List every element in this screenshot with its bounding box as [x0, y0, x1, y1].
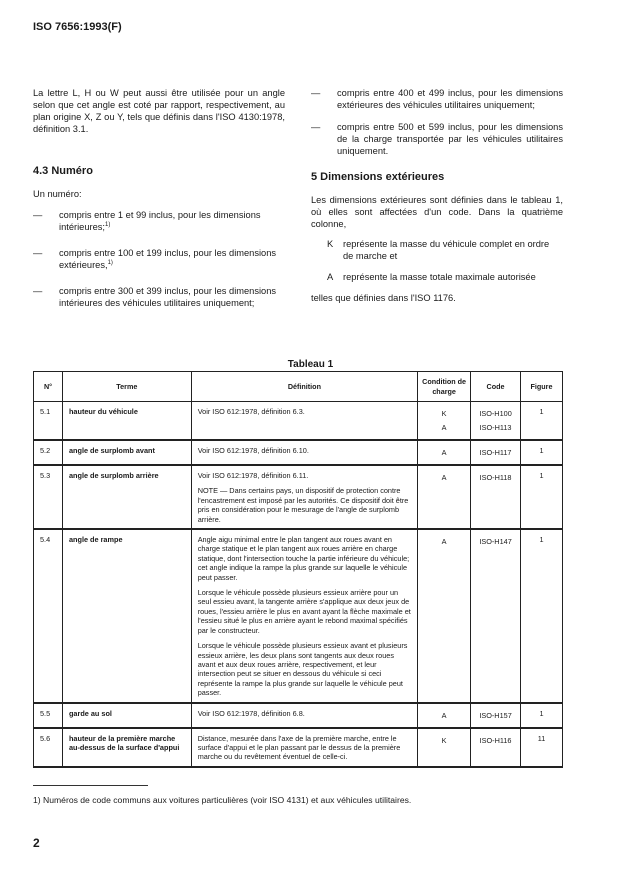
condition-definition: [311, 271, 563, 283]
document-code: ISO 7656:1993(F): [33, 21, 122, 33]
cell-figure: 1: [521, 440, 563, 464]
cell-definition: [191, 529, 417, 702]
dash-marker: —: [33, 210, 43, 220]
list-item: [33, 209, 285, 233]
cell-definition: [191, 703, 417, 727]
definition-paragraph: NOTE — Dans certains pays, un dispositif de protection contre l'encastrement est imposé par les autorités. Ce dispositif doit être pris en considération pour le mesurage de l'angle de surplomb arrière.: [197, 486, 409, 524]
numero-list: [33, 209, 285, 309]
condition-definition: [311, 238, 563, 262]
definition-paragraph: Voir ISO 612:1978, définition 6.8.: [197, 708, 305, 718]
cell-figure: 1: [521, 465, 563, 528]
cell-code: ISO-H157: [471, 703, 521, 727]
dash-marker: —: [311, 88, 321, 98]
definition-paragraph: Lorsque le véhicule possède plusieurs essieux arrière pour un seul essieu avant, la tangente arrière s'applique aux deux jeux de roues, l'essieu arrière le plus en avant ayant la flèche maximale et l'essieu situé le plus en arrière ayant le rebond maximal spécifiés par le constructeur.: [197, 588, 411, 635]
dash-marker: —: [33, 248, 43, 258]
table-row: [34, 529, 563, 702]
cell-term: angle de surplomb avant: [62, 440, 191, 464]
cell-code: ISO-H147: [471, 529, 521, 702]
list-item: [33, 285, 285, 309]
cell-number: 5.4: [34, 529, 63, 702]
cell-load-condition: A: [418, 529, 471, 702]
right-column: [311, 87, 563, 304]
list-item-text: compris entre 500 et 599 inclus, pour les dimensions de la charge transportée par les véhicules utilitaires uniquement.: [337, 122, 563, 156]
cell-term: angle de rampe: [62, 529, 191, 702]
cell-term: angle de surplomb arrière: [62, 465, 191, 528]
definition-paragraph: Distance, mesurée dans l'axe de la première marche, entre le surface d'appui et le plan passant par le dessus de la première marche ou du revêtement éventuel de celle-ci.: [197, 733, 401, 762]
header-figure: Figure: [521, 372, 563, 402]
header-definition: Définition: [191, 372, 417, 402]
footnote-separator: [33, 785, 148, 786]
table-row: [34, 440, 563, 464]
page-number: 2: [33, 836, 40, 850]
definition-paragraph: Voir ISO 612:1978, définition 6.11.: [197, 471, 309, 480]
cell-load-condition: K A: [418, 402, 471, 440]
table-row: [34, 703, 563, 727]
cell-term: hauteur de la première marche au-dessus de la surface d'appui: [62, 728, 191, 766]
cell-code: ISO-H117: [471, 440, 521, 464]
definition-paragraph: Angle aigu minimal entre le plan tangent aux roues avant en charge statique et le plan tangent aux roues arrière en charge statique, dont l'intersection touche la partie inférieure du véhicule; cet angle indique la rampe la plus grande sur laquelle le véhicule peut passer.: [197, 535, 410, 582]
footnote-ref: 1): [105, 221, 111, 228]
cell-definition: [191, 728, 417, 766]
header-code: Code: [471, 372, 521, 402]
left-column: [33, 87, 285, 309]
list-item-text: compris entre 400 et 499 inclus, pour les dimensions extérieures des véhicules utilitaires uniquement;: [337, 88, 563, 110]
cell-code: ISO-H100 ISO-H113: [471, 402, 521, 440]
cell-figure: 1: [521, 402, 563, 440]
list-item: [311, 87, 563, 111]
condition-definitions: [311, 238, 563, 283]
section-5-outro: telles que définies dans l'ISO 1176.: [311, 293, 456, 303]
cell-definition: [191, 402, 417, 440]
separator-cell: [62, 766, 191, 767]
condition-text: représente la masse du véhicule complet en ordre de marche et: [343, 239, 550, 261]
header-number: N°: [34, 372, 63, 402]
list-item-text: compris entre 300 et 399 inclus, pour les dimensions intérieures des véhicules utilitaires uniquement;: [59, 286, 277, 308]
separator-cell: [418, 766, 471, 767]
condition-letter: K: [327, 239, 334, 249]
cell-number: 5.3: [34, 465, 63, 528]
cell-term: garde au sol: [62, 703, 191, 727]
cell-number: 5.5: [34, 703, 63, 727]
header-load-condition: Condition de charge: [418, 372, 471, 402]
table-header-row: [34, 372, 563, 402]
cell-definition: [191, 440, 417, 464]
separator-cell: [521, 766, 563, 767]
condition-letter: A: [327, 272, 334, 282]
cell-load-condition: A: [418, 703, 471, 727]
dimensions-table: [33, 371, 563, 768]
cell-load-condition: A: [418, 440, 471, 464]
separator-cell: [191, 766, 417, 767]
dash-marker: —: [33, 286, 43, 296]
cell-load-condition: K: [418, 728, 471, 766]
header-term: Terme: [62, 372, 191, 402]
numero-list-continued: [311, 87, 563, 157]
section-4-3-title: 4.3 Numéro: [33, 165, 93, 177]
section-5-title: 5 Dimensions extérieures: [311, 171, 445, 183]
footnote: 1) Numéros de code communs aux voitures particulières (voir ISO 4131) et aux véhicules utilitaires.: [33, 795, 412, 805]
cell-figure: 1: [521, 529, 563, 702]
condition-text: représente la masse totale maximale autorisée: [343, 272, 536, 282]
row-separator: [34, 766, 563, 767]
cell-load-condition: A: [418, 465, 471, 528]
table-row: [34, 728, 563, 766]
table-row: [34, 402, 563, 440]
separator-cell: [471, 766, 521, 767]
dash-marker: —: [311, 122, 321, 132]
table-caption: Tableau 1: [287, 359, 334, 370]
intro-paragraph: La lettre L, H ou W peut aussi être utilisée pour un angle selon que cet angle est coté par rapport, respectivement, au plan origine X, Z ou Y, tels que définis dans l'ISO 4130:1978, définition 3.1.: [33, 88, 285, 134]
list-item: [311, 121, 563, 157]
footnote-ref: 1): [107, 259, 113, 266]
cell-term: hauteur du véhicule: [62, 402, 191, 440]
cell-definition: [191, 465, 417, 528]
definition-paragraph: Lorsque le véhicule possède plusieurs essieux avant et plusieurs essieux arrière, les deux plans sont tangents aux deux roues avant et aux deux roues arrière, respectivement, et leur intersection peut se situer en dessous du véhicule si ceci représente la rampe la plus grande sur laquelle le véhicule peut passer.: [197, 641, 408, 698]
section-5-intro: Les dimensions extérieures sont définies dans le tableau 1, où elles sont affectées d'un code. Dans la quatrième colonne,: [311, 195, 563, 229]
cell-figure: 1: [521, 703, 563, 727]
cell-code: ISO-H118: [471, 465, 521, 528]
definition-paragraph: Voir ISO 612:1978, définition 6.3.: [197, 407, 305, 416]
cell-number: 5.1: [34, 402, 63, 440]
numero-intro: Un numéro:: [33, 189, 82, 199]
list-item-text: compris entre 1 et 99 inclus, pour les dimensions intérieures;: [59, 210, 261, 232]
cell-number: 5.6: [34, 728, 63, 766]
table-row: [34, 465, 563, 528]
cell-code: ISO-H116: [471, 728, 521, 766]
cell-number: 5.2: [34, 440, 63, 464]
list-item: [33, 247, 285, 271]
list-item-text: compris entre 100 et 199 inclus, pour les dimensions extérieures,: [59, 248, 277, 270]
separator-cell: [34, 766, 63, 767]
definition-paragraph: Voir ISO 612:1978, définition 6.10.: [197, 446, 309, 455]
cell-figure: 11: [521, 728, 563, 766]
